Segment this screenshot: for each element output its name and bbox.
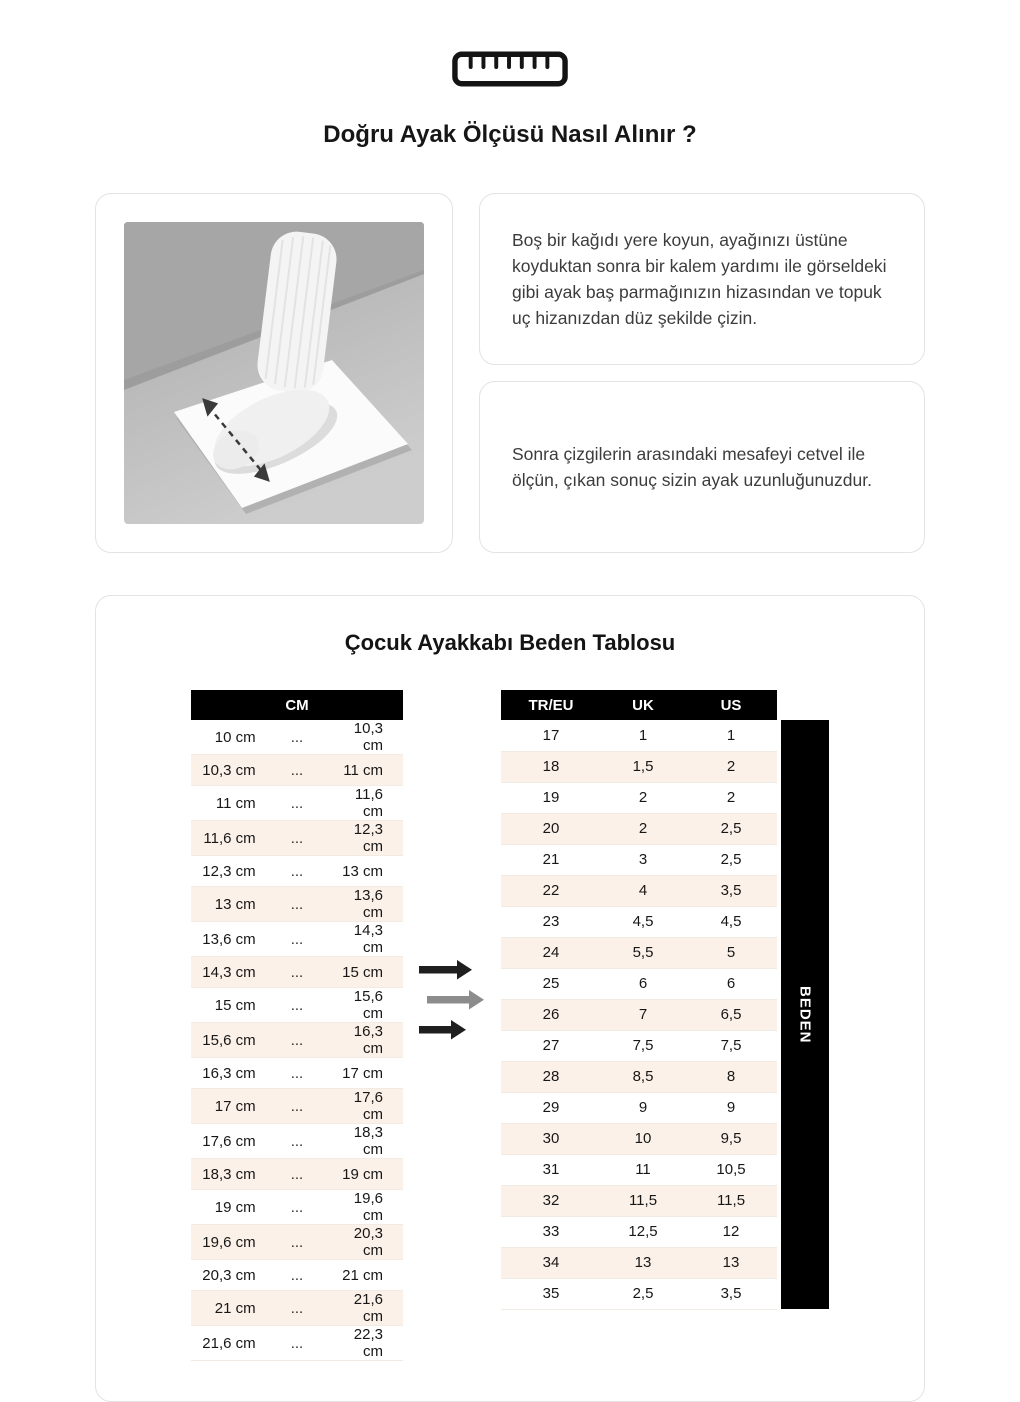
size-cell-tr-eu: 22 <box>542 882 560 899</box>
size-table <box>501 690 777 1310</box>
cm-separator: ... <box>290 728 304 746</box>
cm-from-cell: 10 cm <box>214 728 256 746</box>
size-table-row <box>501 813 777 844</box>
cm-table-row <box>191 856 403 887</box>
size-table-row <box>501 1030 777 1061</box>
cm-from-cell: 19,6 cm <box>202 1233 256 1251</box>
size-cell-tr-eu: 27 <box>542 1037 560 1054</box>
cm-separator: ... <box>290 761 304 779</box>
size-cell-uk: 1,5 <box>632 758 654 775</box>
size-cell-tr-eu: 35 <box>542 1285 560 1302</box>
cm-separator: ... <box>290 1299 304 1317</box>
size-tables <box>96 690 924 1361</box>
cm-table-row <box>191 988 403 1023</box>
size-cell-uk: 3 <box>638 851 648 868</box>
size-table-row <box>501 1092 777 1123</box>
cm-table-row <box>191 821 403 856</box>
size-column-header: UK <box>601 690 685 720</box>
cm-from-cell: 19 cm <box>214 1198 256 1216</box>
cm-separator: ... <box>290 1334 304 1352</box>
cm-from-cell: 13 cm <box>214 895 256 913</box>
size-table-row <box>501 1185 777 1216</box>
size-cell-uk: 8,5 <box>632 1068 654 1085</box>
size-cell-tr-eu: 20 <box>542 820 560 837</box>
size-cell-us: 10,5 <box>716 1161 746 1178</box>
size-cell-tr-eu: 28 <box>542 1068 560 1085</box>
size-cell-us: 4,5 <box>720 913 742 930</box>
size-cell-us: 2,5 <box>720 851 742 868</box>
cm-from-cell: 13,6 cm <box>202 930 256 948</box>
size-cell-uk: 13 <box>634 1254 652 1271</box>
size-table-row <box>501 844 777 875</box>
size-cell-tr-eu: 31 <box>542 1161 560 1178</box>
ruler-icon <box>451 50 569 93</box>
size-cell-uk: 5,5 <box>632 944 654 961</box>
size-table-row <box>501 751 777 782</box>
cm-to-cell: 21,6 cm <box>353 1291 383 1325</box>
cm-table-row <box>191 755 403 786</box>
cm-table-body <box>191 720 403 1361</box>
size-cell-us: 11,5 <box>716 1192 746 1209</box>
cm-table-row <box>191 1326 403 1361</box>
size-cell-us: 3,5 <box>720 882 742 899</box>
size-cell-us: 2 <box>726 758 736 775</box>
cm-from-cell: 21 cm <box>214 1299 256 1317</box>
cm-to-cell: 14,3 cm <box>353 922 383 956</box>
size-cell-uk: 1 <box>638 726 648 744</box>
size-table-row <box>501 1123 777 1154</box>
cm-to-cell: 19,6 cm <box>353 1190 383 1224</box>
size-cell-uk: 9 <box>638 1099 648 1116</box>
instruction-card-1 <box>479 193 925 365</box>
size-cell-us: 2,5 <box>720 820 742 837</box>
cm-to-cell: 12,3 cm <box>353 821 383 855</box>
cm-table-row <box>191 1190 403 1225</box>
size-table-row <box>501 1154 777 1185</box>
cm-column-header: CM <box>191 690 403 720</box>
cm-separator: ... <box>290 1233 304 1251</box>
size-cell-tr-eu: 25 <box>542 975 560 992</box>
size-cell-us: 3,5 <box>720 1285 742 1302</box>
cm-table-row <box>191 786 403 821</box>
size-table-row <box>501 968 777 999</box>
cm-separator: ... <box>290 963 304 981</box>
cm-to-cell: 11 cm <box>343 761 383 779</box>
size-cell-uk: 4,5 <box>632 913 654 930</box>
size-cell-tr-eu: 21 <box>542 851 560 868</box>
cm-from-cell: 17,6 cm <box>202 1132 256 1150</box>
size-cell-uk: 7,5 <box>632 1037 654 1054</box>
cm-table-row <box>191 720 403 755</box>
size-cell-uk: 6 <box>638 975 648 992</box>
cm-to-cell: 17,6 cm <box>353 1089 383 1123</box>
size-table-row <box>501 1247 777 1278</box>
cm-from-cell: 15,6 cm <box>202 1031 256 1049</box>
size-table-row <box>501 782 777 813</box>
cm-separator: ... <box>290 1097 304 1115</box>
size-cell-uk: 11,5 <box>628 1192 658 1209</box>
cm-table-row <box>191 1291 403 1326</box>
cm-to-cell: 16,3 cm <box>353 1023 383 1057</box>
cm-from-cell: 10,3 cm <box>202 761 256 779</box>
instruction-cards <box>479 193 925 553</box>
cm-table-row <box>191 1058 403 1089</box>
cm-table-head-row <box>191 690 403 720</box>
cm-separator: ... <box>290 1266 304 1284</box>
cm-table-row <box>191 1089 403 1124</box>
cm-from-cell: 20,3 cm <box>202 1266 256 1284</box>
size-cell-tr-eu: 34 <box>542 1254 560 1271</box>
cm-to-cell: 13,6 cm <box>353 887 383 921</box>
size-table-row <box>501 875 777 906</box>
cm-separator: ... <box>290 996 304 1014</box>
page-header <box>0 0 1020 149</box>
cm-table-row <box>191 922 403 957</box>
size-cell-us: 8 <box>726 1068 736 1085</box>
size-cell-uk: 12,5 <box>628 1223 658 1240</box>
size-table-body <box>501 720 777 1309</box>
foot-measurement-photo <box>124 222 424 524</box>
cm-from-cell: 21,6 cm <box>202 1334 256 1352</box>
size-table-row <box>501 1216 777 1247</box>
beden-label-text: BEDEN <box>796 985 814 1044</box>
cm-from-cell: 11,6 cm <box>203 829 256 847</box>
size-cell-us: 9,5 <box>720 1130 742 1147</box>
size-cell-us: 9 <box>726 1099 736 1116</box>
cm-table-row <box>191 1159 403 1190</box>
size-table-head-row <box>501 690 777 720</box>
cm-to-cell: 15,6 cm <box>353 988 383 1022</box>
cm-to-cell: 19 cm <box>342 1165 383 1183</box>
size-cell-tr-eu: 26 <box>542 1006 560 1023</box>
size-cell-uk: 2 <box>638 789 648 806</box>
size-cell-tr-eu: 17 <box>542 726 560 744</box>
cm-separator: ... <box>290 930 304 948</box>
instruction-card-2 <box>479 381 925 553</box>
size-table-row <box>501 906 777 937</box>
cm-to-cell: 13 cm <box>342 862 383 880</box>
cm-table-row <box>191 1023 403 1058</box>
size-cell-tr-eu: 32 <box>542 1192 560 1209</box>
instruction-text-1: Boş bir kağıdı yere koyun, ayağınızı üstüne koyduktan sonra bir kalem yardımı ile görseldeki gibi ayak baş parmağınızın hizasından ve topuk uç hizanızdan düz şekilde çizin. <box>512 229 887 329</box>
transfer-arrows-icon <box>403 690 501 1309</box>
size-cell-us: 5 <box>726 944 736 961</box>
size-cell-uk: 4 <box>638 882 648 899</box>
size-cell-us: 1 <box>726 726 736 744</box>
cm-table-row <box>191 1124 403 1159</box>
instructions-section <box>95 193 925 553</box>
size-cell-us: 12 <box>722 1223 740 1240</box>
cm-separator: ... <box>290 1198 304 1216</box>
size-cell-uk: 2,5 <box>632 1285 654 1302</box>
size-cell-us: 7,5 <box>720 1037 742 1054</box>
page-title: Doğru Ayak Ölçüsü Nasıl Alınır ? <box>323 121 697 148</box>
cm-from-cell: 18,3 cm <box>202 1165 256 1183</box>
cm-separator: ... <box>290 1132 304 1150</box>
size-column-header: TR/EU <box>501 690 601 720</box>
measurement-photo-card <box>95 193 453 553</box>
size-cell-tr-eu: 18 <box>542 758 560 775</box>
cm-table-row <box>191 957 403 988</box>
cm-to-cell: 11,6 cm <box>354 786 383 820</box>
size-cell-uk: 10 <box>634 1130 652 1147</box>
size-cell-tr-eu: 29 <box>542 1099 560 1116</box>
size-cell-us: 6,5 <box>720 1006 742 1023</box>
cm-from-cell: 16,3 cm <box>202 1064 256 1082</box>
cm-from-cell: 17 cm <box>214 1097 256 1115</box>
cm-to-cell: 20,3 cm <box>353 1225 383 1259</box>
cm-separator: ... <box>290 794 304 812</box>
cm-table-row <box>191 1260 403 1291</box>
size-table-row <box>501 720 777 751</box>
size-cell-uk: 11 <box>635 1161 651 1178</box>
size-table-row <box>501 1061 777 1092</box>
cm-to-cell: 10,3 cm <box>353 720 383 754</box>
cm-to-cell: 22,3 cm <box>353 1326 383 1360</box>
size-cell-tr-eu: 19 <box>542 789 560 806</box>
cm-from-cell: 12,3 cm <box>202 862 256 880</box>
cm-from-cell: 11 cm <box>215 794 256 812</box>
size-cell-tr-eu: 30 <box>542 1130 560 1147</box>
cm-table <box>191 690 403 1361</box>
cm-table-row <box>191 887 403 922</box>
size-cell-us: 2 <box>726 789 736 806</box>
size-cell-uk: 2 <box>638 820 648 837</box>
cm-table-row <box>191 1225 403 1260</box>
cm-separator: ... <box>290 1165 304 1183</box>
size-table-row <box>501 1278 777 1309</box>
instruction-text-2: Sonra çizgilerin arasındaki mesafeyi cetvel ile ölçün, çıkan sonuç sizin ayak uzunluğunuzdur. <box>512 443 872 490</box>
size-cell-us: 6 <box>726 975 736 992</box>
cm-from-cell: 14,3 cm <box>202 963 256 981</box>
cm-to-cell: 17 cm <box>342 1064 383 1082</box>
cm-separator: ... <box>290 829 304 847</box>
size-cell-us: 13 <box>722 1254 740 1271</box>
cm-to-cell: 15 cm <box>342 963 383 981</box>
cm-to-cell: 21 cm <box>342 1266 383 1284</box>
cm-separator: ... <box>290 862 304 880</box>
size-cell-uk: 7 <box>638 1006 648 1023</box>
size-table-title: Çocuk Ayakkabı Beden Tablosu <box>344 630 676 655</box>
size-cell-tr-eu: 23 <box>542 913 560 930</box>
size-table-card <box>95 595 925 1402</box>
size-cell-tr-eu: 33 <box>542 1223 560 1240</box>
cm-separator: ... <box>290 1031 304 1049</box>
size-cell-tr-eu: 24 <box>542 944 560 961</box>
size-table-row <box>501 937 777 968</box>
cm-to-cell: 18,3 cm <box>353 1124 383 1158</box>
size-column-header: US <box>685 690 777 720</box>
cm-from-cell: 15 cm <box>214 996 256 1014</box>
beden-vertical-label <box>781 720 829 1309</box>
size-table-row <box>501 999 777 1030</box>
cm-separator: ... <box>290 895 304 913</box>
cm-separator: ... <box>290 1064 304 1082</box>
